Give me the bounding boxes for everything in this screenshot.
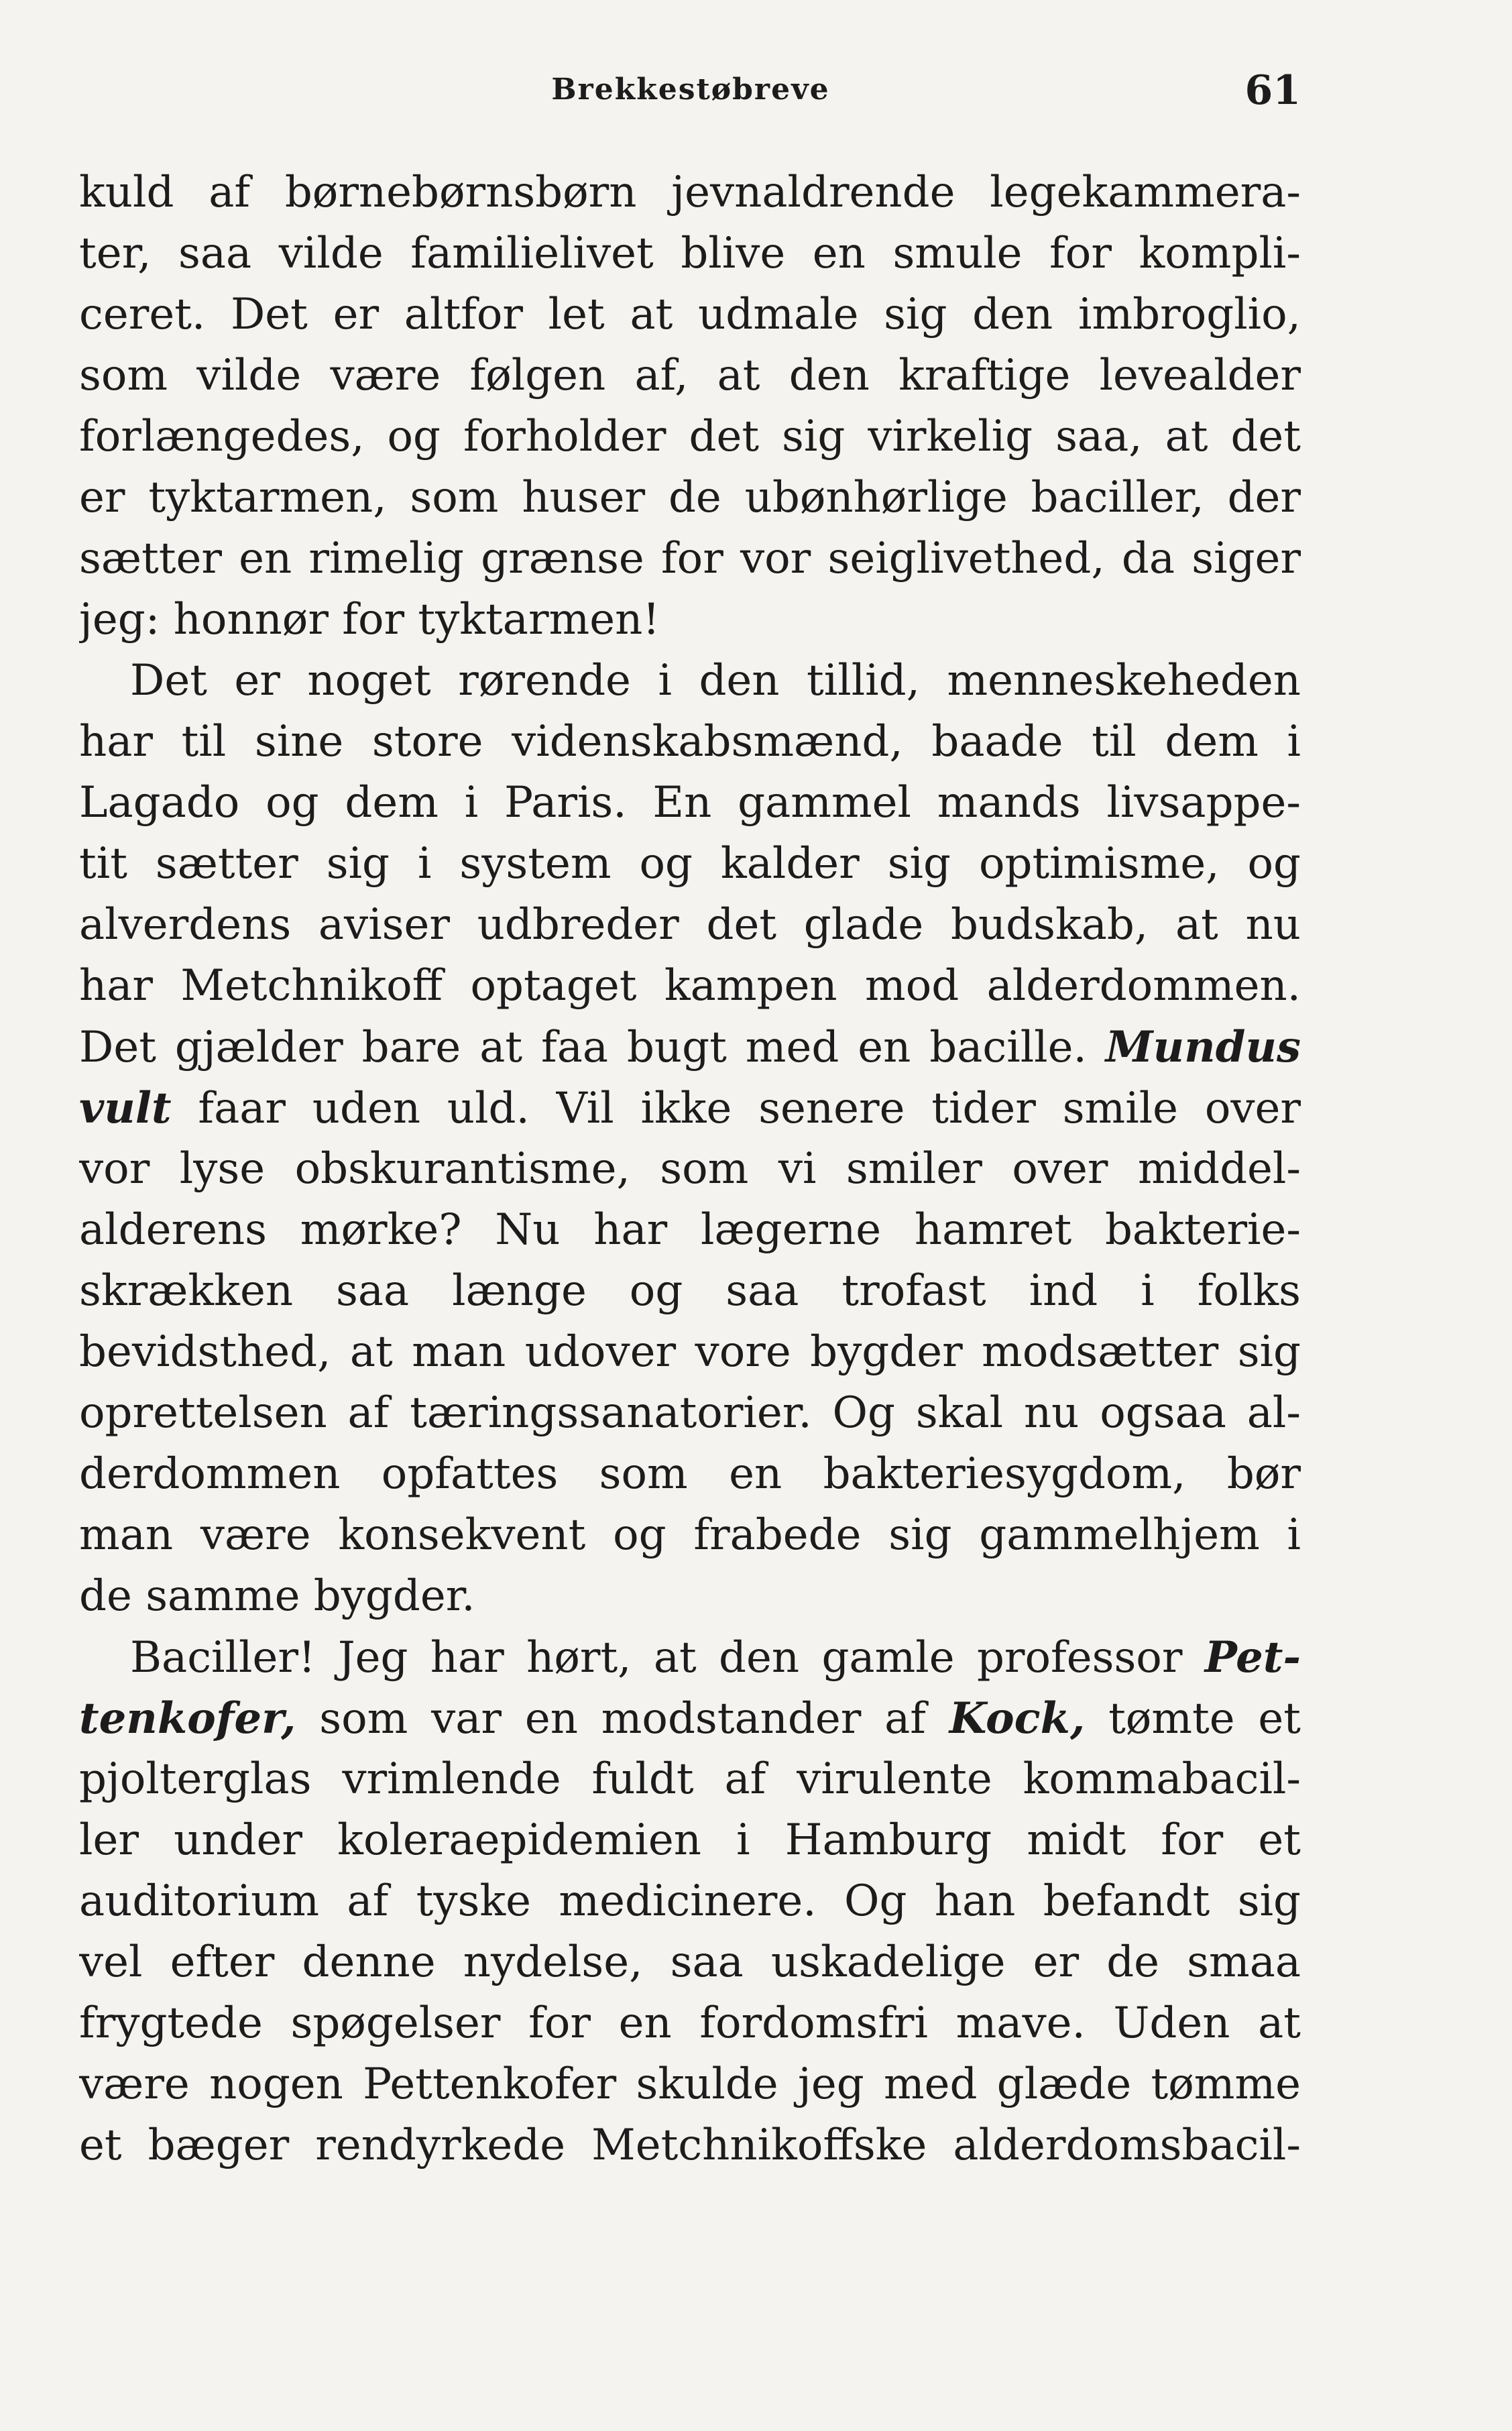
text-line: tit sætter sig i system og kalder sig optimisme, og	[79, 839, 1301, 889]
running-title: Brekkestøbreve	[551, 72, 830, 107]
italic-segment: tenkofer,	[79, 1693, 296, 1744]
text-line: forlængedes, og forholder det sig virkelig saa, at det	[79, 412, 1301, 461]
text-line: pjolterglas vrimlende fuldt af virulente kommabacil-	[79, 1754, 1301, 1804]
italic-segment: Pet-	[1204, 1632, 1301, 1683]
text-line: har Metchnikoff optaget kampen mod alderdommen.	[79, 961, 1301, 1011]
text-line: man være konsekvent og frabede sig gammelhjem i	[79, 1510, 1301, 1560]
text-line: ceret. Det er altfor let at udmale sig den imbroglio,	[79, 290, 1301, 339]
text-segment: Det gjælder bare at faa bugt med en bacille.	[79, 1023, 1106, 1072]
text-line	[79, 1017, 1301, 1078]
text-line: alverdens aviser udbreder det glade budskab, at nu	[79, 900, 1301, 950]
text-line	[79, 1078, 1301, 1139]
text-line: frygtede spøgelser for en fordomsfri mave. Uden at	[79, 1998, 1301, 2048]
text-segment: Baciller! Jeg har hørt, at den gamle professor	[130, 1633, 1205, 1683]
text-segment: tømte et	[1085, 1694, 1301, 1744]
page-header	[80, 67, 1301, 121]
text-line: vor lyse obskurantisme, som vi smiler over middel-	[79, 1144, 1301, 1194]
text-line: bevidsthed, at man udover vore bygder modsætter sig	[79, 1327, 1301, 1377]
text-line: skrækken saa længe og saa trofast ind i folks	[79, 1266, 1301, 1316]
text-line: være nogen Pettenkofer skulde jeg med glæde tømme	[79, 2059, 1301, 2109]
text-line: Det er noget rørende i den tillid, menneskeheden	[130, 656, 1301, 705]
page-number: 61	[1244, 67, 1301, 114]
text-line: sætter en rimelig grænse for vor seiglivethed, da siger	[79, 534, 1301, 583]
text-line: derdommen opfattes som en bakteriesygdom, bør	[79, 1449, 1301, 1499]
italic-segment: Mundus	[1105, 1022, 1301, 1072]
text-line	[79, 1627, 1301, 1688]
text-segment: faar uden uld. Vil ikke senere tider smile over	[171, 1084, 1301, 1133]
text-segment: som var en modstander af	[296, 1694, 949, 1744]
body-text	[79, 162, 1301, 2176]
text-line: som vilde være følgen af, at den kraftige levealder	[79, 351, 1301, 400]
italic-segment: Kock,	[949, 1693, 1086, 1744]
text-line: Lagado og dem i Paris. En gammel mands livsappe-	[79, 778, 1301, 828]
text-line	[79, 1688, 1301, 1749]
text-line: auditorium af tyske medicinere. Og han befandt sig	[79, 1876, 1301, 1926]
text-line: oprettelsen af tæringssanatorier. Og skal nu ogsaa al-	[79, 1388, 1301, 1438]
text-line: er tyktarmen, som huser de ubønhørlige baciller, der	[79, 473, 1301, 522]
text-line: har til sine store videnskabsmænd, baade til dem i	[79, 717, 1301, 767]
text-line: jeg: honnør for tyktarmen!	[79, 595, 660, 644]
text-line: kuld af børnebørnsbørn jevnaldrende legekammera-	[79, 168, 1301, 217]
text-line: alderens mørke? Nu har lægerne hamret bakterie-	[79, 1205, 1301, 1255]
text-line: ter, saa vilde familielivet blive en smule for kompli-	[79, 229, 1301, 278]
text-line: de samme bygder.	[79, 1571, 475, 1621]
text-line: vel efter denne nydelse, saa uskadelige er de smaa	[79, 1937, 1301, 1987]
text-line: ler under koleraepidemien i Hamburg midt for et	[79, 1815, 1301, 1865]
italic-segment: vult	[79, 1083, 172, 1133]
text-line: et bæger rendyrkede Metchnikoffske alderdomsbacil-	[79, 2121, 1301, 2170]
